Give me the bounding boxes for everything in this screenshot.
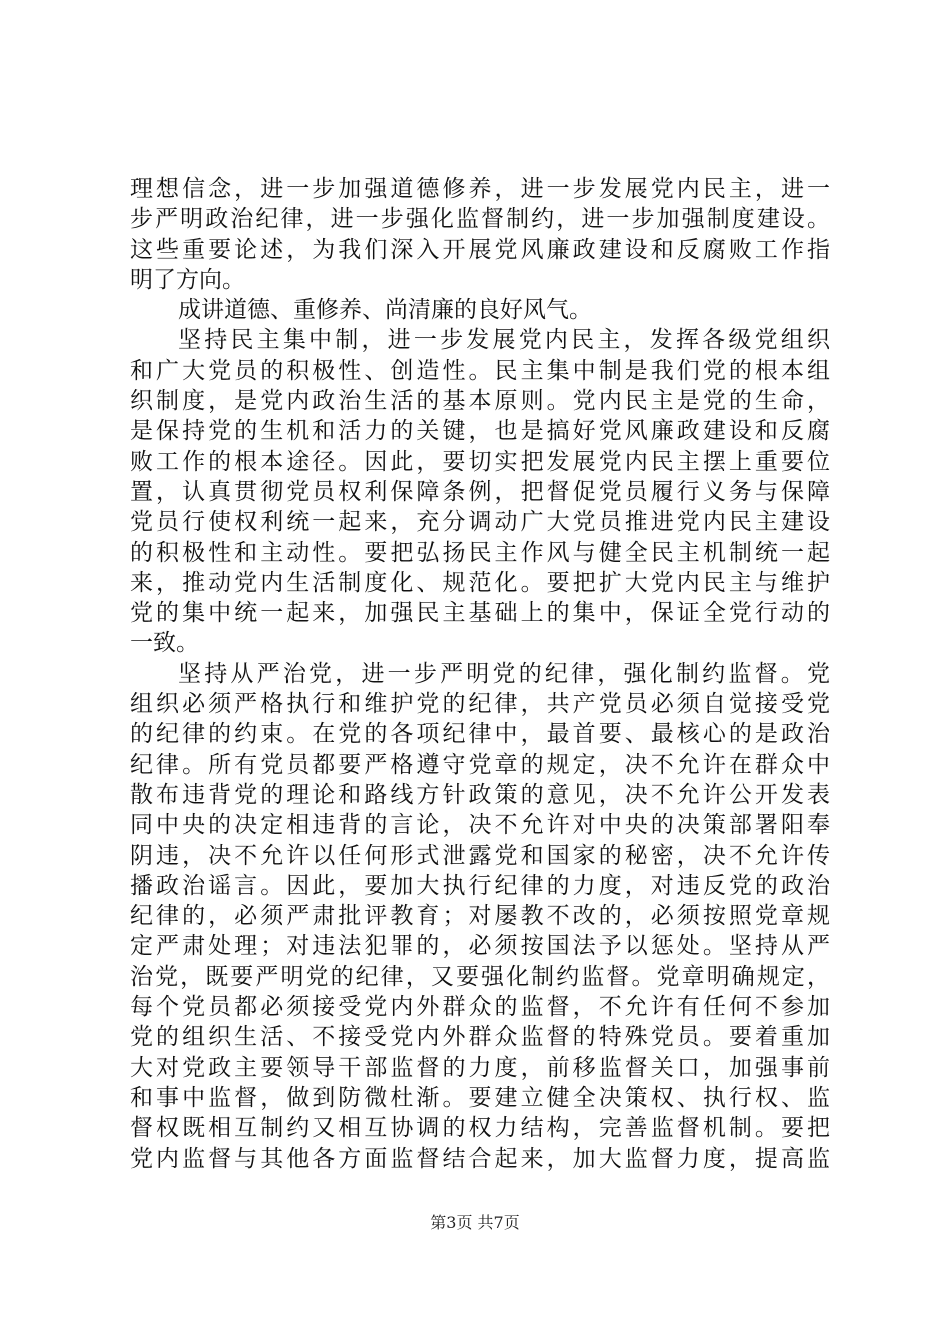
text-line: 坚持民主集中制，进一步发展党内民主，发挥各级党组织 <box>178 327 830 354</box>
text-line: 同中央的决定相违背的言论，决不允许对中央的决策部署阳奉 <box>130 812 830 839</box>
text-line: 党员行使权利统一起来，充分调动广大党员推进党内民主建设 <box>130 509 830 536</box>
text-line: 和广大党员的积极性、创造性。民主集中制是我们党的根本组 <box>130 357 830 384</box>
text-line: 播政治谣言。因此，要加大执行纪律的力度，对违反党的政治 <box>130 872 830 899</box>
text-line: 这些重要论述，为我们深入开展党风廉政建设和反腐败工作指 <box>130 236 830 263</box>
text-line: 和事中监督，做到防微杜渐。要建立健全决策权、执行权、监 <box>130 1084 830 1111</box>
text-line: 的纪律的约束。在党的各项纪律中，最首要、最核心的是政治 <box>130 721 830 748</box>
text-line: 定严肃处理；对违法犯罪的，必须按国法予以惩处。坚持从严 <box>130 933 830 960</box>
body-text <box>130 174 830 1174</box>
page-footer: 第3页 共7页 <box>430 1213 520 1232</box>
text-line: 纪律的，必须严肃批评教育；对屡教不改的，必须按照党章规 <box>130 903 830 930</box>
text-line: 党的集中统一起来，加强民主基础上的集中，保证全党行动的 <box>130 600 830 627</box>
text-line: 来，推动党内生活制度化、规范化。要把扩大党内民主与维护 <box>130 569 830 596</box>
text-line: 大对党政主要领导干部监督的力度，前移监督关口，加强事前 <box>130 1054 830 1081</box>
text-line: 明了方向。 <box>130 266 245 293</box>
text-line: 一致。 <box>130 630 199 657</box>
text-line: 党内监督与其他各方面监督结合起来，加大监督力度，提高监 <box>130 1145 830 1172</box>
text-line: 组织必须严格执行和维护党的纪律，共产党员必须自觉接受党 <box>130 691 830 718</box>
text-line: 每个党员都必须接受党内外群众的监督，不允许有任何不参加 <box>130 994 830 1021</box>
text-line: 党的组织生活、不接受党内外群众监督的特殊党员。要着重加 <box>130 1024 830 1051</box>
text-line: 败工作的根本途径。因此，要切实把发展党内民主摆上重要位 <box>130 448 830 475</box>
text-line: 的积极性和主动性。要把弘扬民主作风与健全民主机制统一起 <box>130 539 830 566</box>
text-line: 成讲道德、重修养、尚清廉的良好风气。 <box>178 297 592 324</box>
text-line: 织制度，是党内政治生活的基本原则。党内民主是党的生命， <box>130 388 830 415</box>
text-line: 坚持从严治党，进一步严明党的纪律，强化制约监督。党 <box>178 660 830 687</box>
text-line: 置，认真贯彻党员权利保障条例，把督促党员履行义务与保障 <box>130 478 830 505</box>
text-line: 督权既相互制约又相互协调的权力结构，完善监督机制。要把 <box>130 1115 830 1142</box>
text-line: 散布违背党的理论和路线方针政策的意见，决不允许公开发表 <box>130 781 830 808</box>
text-line: 步严明政治纪律，进一步强化监督制约，进一步加强制度建设。 <box>130 206 830 233</box>
text-line: 是保持党的生机和活力的关键，也是搞好党风廉政建设和反腐 <box>130 418 830 445</box>
text-line: 阴违，决不允许以任何形式泄露党和国家的秘密，决不允许传 <box>130 842 830 869</box>
text-line: 理想信念，进一步加强道德修养，进一步发展党内民主，进一 <box>130 176 830 202</box>
text-line: 治党，既要严明党的纪律，又要强化制约监督。党章明确规定， <box>130 963 830 990</box>
text-line: 纪律。所有党员都要严格遵守党章的规定，决不允许在群众中 <box>130 751 830 778</box>
